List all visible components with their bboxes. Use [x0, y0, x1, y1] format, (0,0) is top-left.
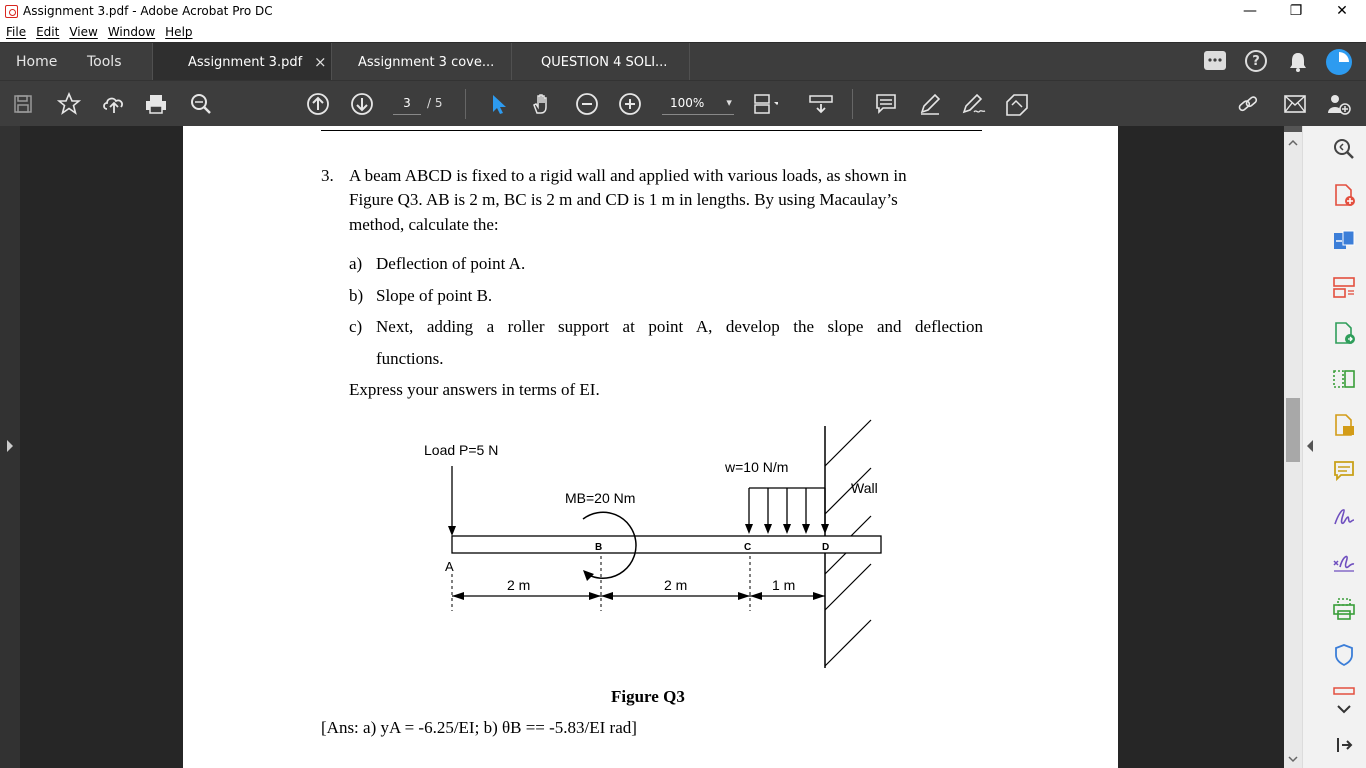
menu-bar — [0, 22, 1366, 42]
collapse-tools-icon[interactable] — [1331, 732, 1357, 758]
part-c-text-1: Next, adding a roller support at point A, develop the slope and deflection — [376, 317, 983, 336]
scrollbar-thumb[interactable] — [1286, 398, 1300, 462]
zoom-tool-icon[interactable] — [1331, 136, 1357, 162]
hand-tool-icon[interactable] — [529, 91, 555, 117]
vertical-scrollbar[interactable] — [1284, 126, 1302, 768]
pdf-page — [183, 126, 1118, 768]
part-a-label: a) — [349, 254, 363, 273]
moment-arrowhead — [583, 570, 594, 581]
prepare-form-icon[interactable] — [1331, 366, 1357, 392]
tab-question-4[interactable] — [512, 43, 690, 81]
dist-load-arrows — [749, 488, 825, 528]
fit-page-icon[interactable] — [752, 91, 778, 117]
dist-load-label: w=10 N/m — [725, 459, 789, 475]
email-icon[interactable] — [1282, 91, 1308, 117]
nav-home[interactable]: Home — [16, 54, 58, 70]
menu-view[interactable]: View — [69, 25, 98, 39]
print-production-icon[interactable] — [1331, 596, 1357, 622]
dim-ab: 2 m — [507, 577, 531, 593]
acrobat-icon — [5, 5, 18, 18]
zoom-out-icon[interactable] — [574, 91, 600, 117]
page-number-input[interactable]: 3 — [393, 91, 421, 115]
tab-assignment-3-cover[interactable] — [332, 43, 512, 81]
part-b-text: Slope of point B. — [376, 286, 493, 305]
figure-q3 — [183, 406, 1118, 696]
nav-tools[interactable]: Tools — [87, 54, 122, 70]
combine-files-icon[interactable] — [1331, 320, 1357, 346]
next-page-icon[interactable] — [349, 91, 375, 117]
chevron-down-icon: ▾ — [726, 96, 732, 109]
create-pdf-icon[interactable] — [1331, 182, 1357, 208]
scrollbar-top-bar — [1284, 126, 1302, 132]
tab-label: Assignment 3.pdf — [188, 54, 303, 70]
part-c-label: c) — [349, 317, 363, 336]
window-title: Assignment 3.pdf - Adobe Acrobat Pro DC — [23, 4, 273, 18]
request-signatures-icon[interactable] — [1331, 550, 1357, 576]
document-viewer — [20, 126, 1284, 768]
zoom-in-icon[interactable] — [617, 91, 643, 117]
toolbar-divider — [465, 89, 466, 119]
moment-label: MB=20 Nm — [565, 490, 636, 506]
express-text: Express your answers in terms of EI. — [349, 380, 600, 399]
print-icon[interactable] — [143, 91, 169, 117]
question-line-1: A beam ABCD is fixed to a rigid wall and applied with various loads, as shown in — [349, 166, 907, 185]
more-tools-icon[interactable] — [1331, 686, 1357, 696]
question-line-3: method, calculate the: — [349, 215, 499, 234]
figure-caption: Figure Q3 — [611, 687, 685, 706]
collapse-right-pane-icon[interactable] — [1305, 438, 1315, 454]
tab-close-icon[interactable]: × — [314, 53, 327, 71]
toolbar-divider — [852, 89, 853, 119]
help-icon[interactable]: ? — [1245, 50, 1267, 72]
load-label: Load P=5 N — [424, 442, 499, 458]
save-icon[interactable] — [10, 91, 36, 117]
account-avatar-icon[interactable] — [1326, 49, 1352, 75]
close-button[interactable]: ✕ — [1336, 3, 1348, 19]
organize-pages-icon[interactable] — [1331, 274, 1357, 300]
select-cursor-icon[interactable] — [486, 91, 512, 117]
part-b-label: b) — [349, 286, 364, 305]
scroll-up-icon[interactable] — [1284, 136, 1302, 150]
chevron-down-icon[interactable] — [1331, 696, 1357, 722]
dim-cd: 1 m — [772, 577, 796, 593]
export-pdf-icon[interactable] — [1331, 228, 1357, 254]
scroll-down-icon[interactable] — [1284, 752, 1302, 766]
keyboard-icon[interactable] — [808, 91, 834, 117]
menu-window[interactable]: Window — [107, 25, 156, 39]
part-c-text-2: functions. — [376, 349, 444, 368]
dim-bc: 2 m — [664, 577, 688, 593]
question-number: 3. — [321, 166, 334, 185]
comment-note-icon[interactable] — [873, 91, 899, 117]
expand-left-pane-icon[interactable] — [0, 126, 20, 768]
zoom-value: 100% — [670, 95, 705, 110]
left-pane — [0, 126, 20, 768]
share-link-icon[interactable] — [1236, 91, 1262, 117]
right-tools-pane — [1302, 126, 1366, 768]
fill-sign-icon[interactable] — [1331, 412, 1357, 438]
bookmark-star-icon[interactable] — [56, 91, 82, 117]
add-user-icon[interactable] — [1326, 91, 1352, 117]
label-d: D — [822, 542, 830, 553]
tab-assignment-3[interactable] — [152, 43, 332, 81]
upload-cloud-icon[interactable] — [101, 91, 127, 117]
wall-label: Wall — [851, 480, 878, 496]
highlight-pen-icon[interactable] — [917, 91, 943, 117]
zoom-select[interactable] — [662, 91, 734, 115]
minimize-button[interactable]: — — [1243, 3, 1257, 19]
section-markers — [452, 556, 750, 611]
load-arrowhead — [448, 526, 456, 536]
label-c: C — [744, 542, 752, 553]
tab-label: Assignment 3 cove... — [358, 54, 495, 70]
dist-load-arrowheads — [745, 524, 829, 534]
menu-help[interactable]: Help — [165, 25, 193, 39]
comments-icon[interactable] — [1204, 51, 1226, 70]
part-a-text: Deflection of point A. — [376, 254, 526, 273]
comment-tool-icon[interactable] — [1331, 458, 1357, 484]
label-b: B — [595, 542, 603, 553]
sign-pen-icon[interactable] — [960, 91, 986, 117]
menu-file[interactable]: File — [6, 25, 27, 39]
zoom-search-icon[interactable] — [188, 91, 214, 117]
notification-bell-icon[interactable] — [1288, 51, 1308, 77]
maximize-button[interactable]: ❐ — [1289, 3, 1303, 19]
question-line-2: Figure Q3. AB is 2 m, BC is 2 m and CD is 1 m in lengths. By using Macaulay’s — [349, 190, 898, 209]
page-total: / 5 — [427, 96, 443, 110]
stamp-tag-icon[interactable] — [1004, 91, 1030, 117]
title-bar — [0, 0, 1366, 22]
beam — [452, 536, 881, 553]
label-a: A — [445, 559, 454, 574]
tab-bar — [0, 42, 1366, 80]
menu-edit[interactable]: Edit — [36, 25, 60, 39]
protect-shield-icon[interactable] — [1331, 642, 1357, 668]
answer-text: [Ans: a) yA = -6.25/EI; b) θB == -5.83/EI rad] — [321, 718, 637, 737]
signature-icon[interactable] — [1331, 504, 1357, 530]
page-header-rule — [321, 130, 982, 131]
previous-page-icon[interactable] — [305, 91, 331, 117]
tab-label: QUESTION 4 SOLI... — [541, 54, 668, 70]
